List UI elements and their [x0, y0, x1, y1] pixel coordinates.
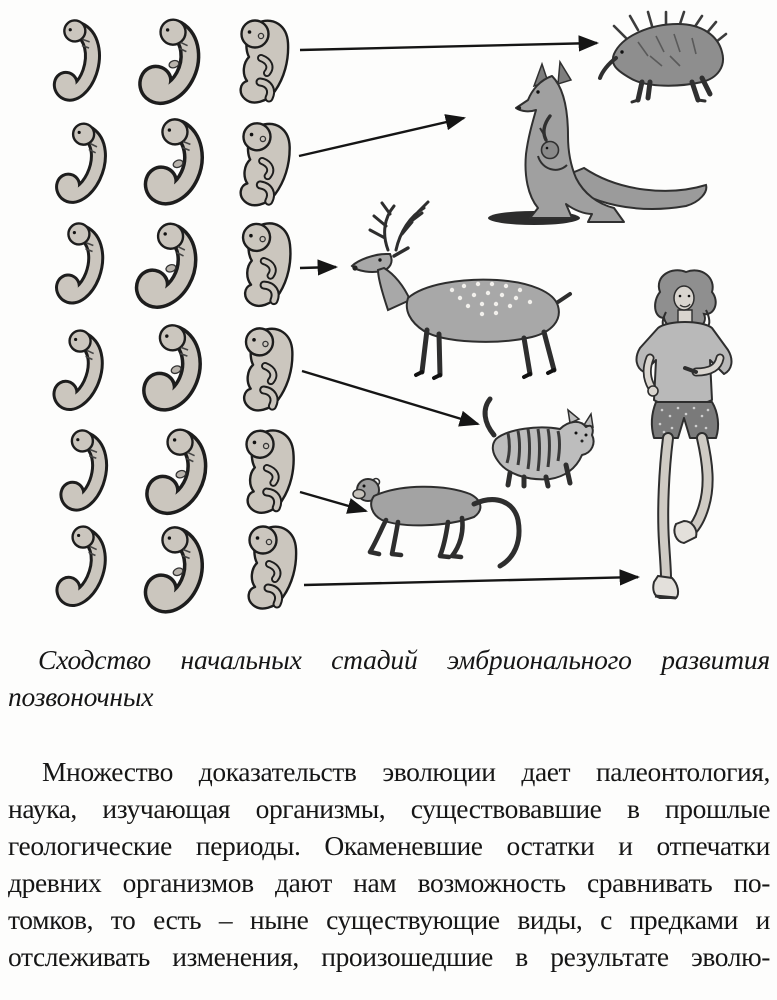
arrow-to-echidna-icon — [300, 43, 597, 50]
paragraph-line: геологические периоды. Окаменевшие остатки и отпечатки — [8, 830, 770, 861]
arrow-to-kangaroo-icon — [299, 118, 464, 156]
embryo-row3-stage2 — [145, 223, 189, 300]
figure-caption-line1: Сходство начальных стадий эмбрионального развития — [38, 644, 770, 675]
arrow-to-deer-icon — [300, 267, 336, 268]
arrow-to-human-icon — [304, 577, 638, 585]
embryo-row1-stage2 — [148, 19, 191, 96]
embryo-row6-stage2 — [152, 527, 195, 604]
embryo-row5-stage2 — [155, 429, 198, 506]
embryo-row6-stage3 — [249, 527, 296, 609]
embryo-row4-stage2 — [149, 324, 193, 401]
paragraph-line: наука, изучающая организмы, существовавшие в прошлые — [8, 793, 770, 824]
embryo-row1-stage1 — [57, 19, 95, 93]
embryo-row2-stage2 — [152, 119, 195, 196]
embryo-row1-stage3 — [241, 21, 288, 103]
embryo-row4-stage3 — [244, 328, 293, 411]
human-runner-icon — [637, 270, 732, 598]
paragraph-line: томков, то есть – ныне существующие виды, с предками и — [8, 904, 770, 935]
deer-icon — [352, 202, 570, 378]
figure-caption — [8, 641, 770, 715]
embryo-row4-stage1 — [61, 330, 97, 403]
embryo-row6-stage1 — [64, 526, 100, 599]
paragraph-line: Множество доказательств эволюции дает палеонтология, — [42, 756, 770, 787]
embryo-row3-stage1 — [61, 223, 97, 296]
cat-icon — [485, 399, 593, 486]
monkey-icon — [353, 479, 519, 567]
arrow-to-cat-icon — [302, 371, 478, 424]
body-paragraph — [8, 753, 770, 975]
embryo-row2-stage3 — [240, 123, 290, 207]
echidna-icon — [600, 12, 726, 102]
embryo-row2-stage1 — [63, 123, 100, 197]
embryo-row5-stage3 — [245, 430, 295, 514]
paragraph-line: отслеживать изменения, произошедшие в результате эволю- — [8, 941, 770, 972]
figure-caption-line2: позвоночных — [8, 681, 154, 712]
paragraph-line: древних организмов дают нам возможность сравнивать по- — [8, 867, 770, 898]
embryo-grid — [57, 19, 296, 609]
embryo-row3-stage3 — [242, 222, 294, 306]
embryo-row5-stage1 — [65, 430, 102, 504]
